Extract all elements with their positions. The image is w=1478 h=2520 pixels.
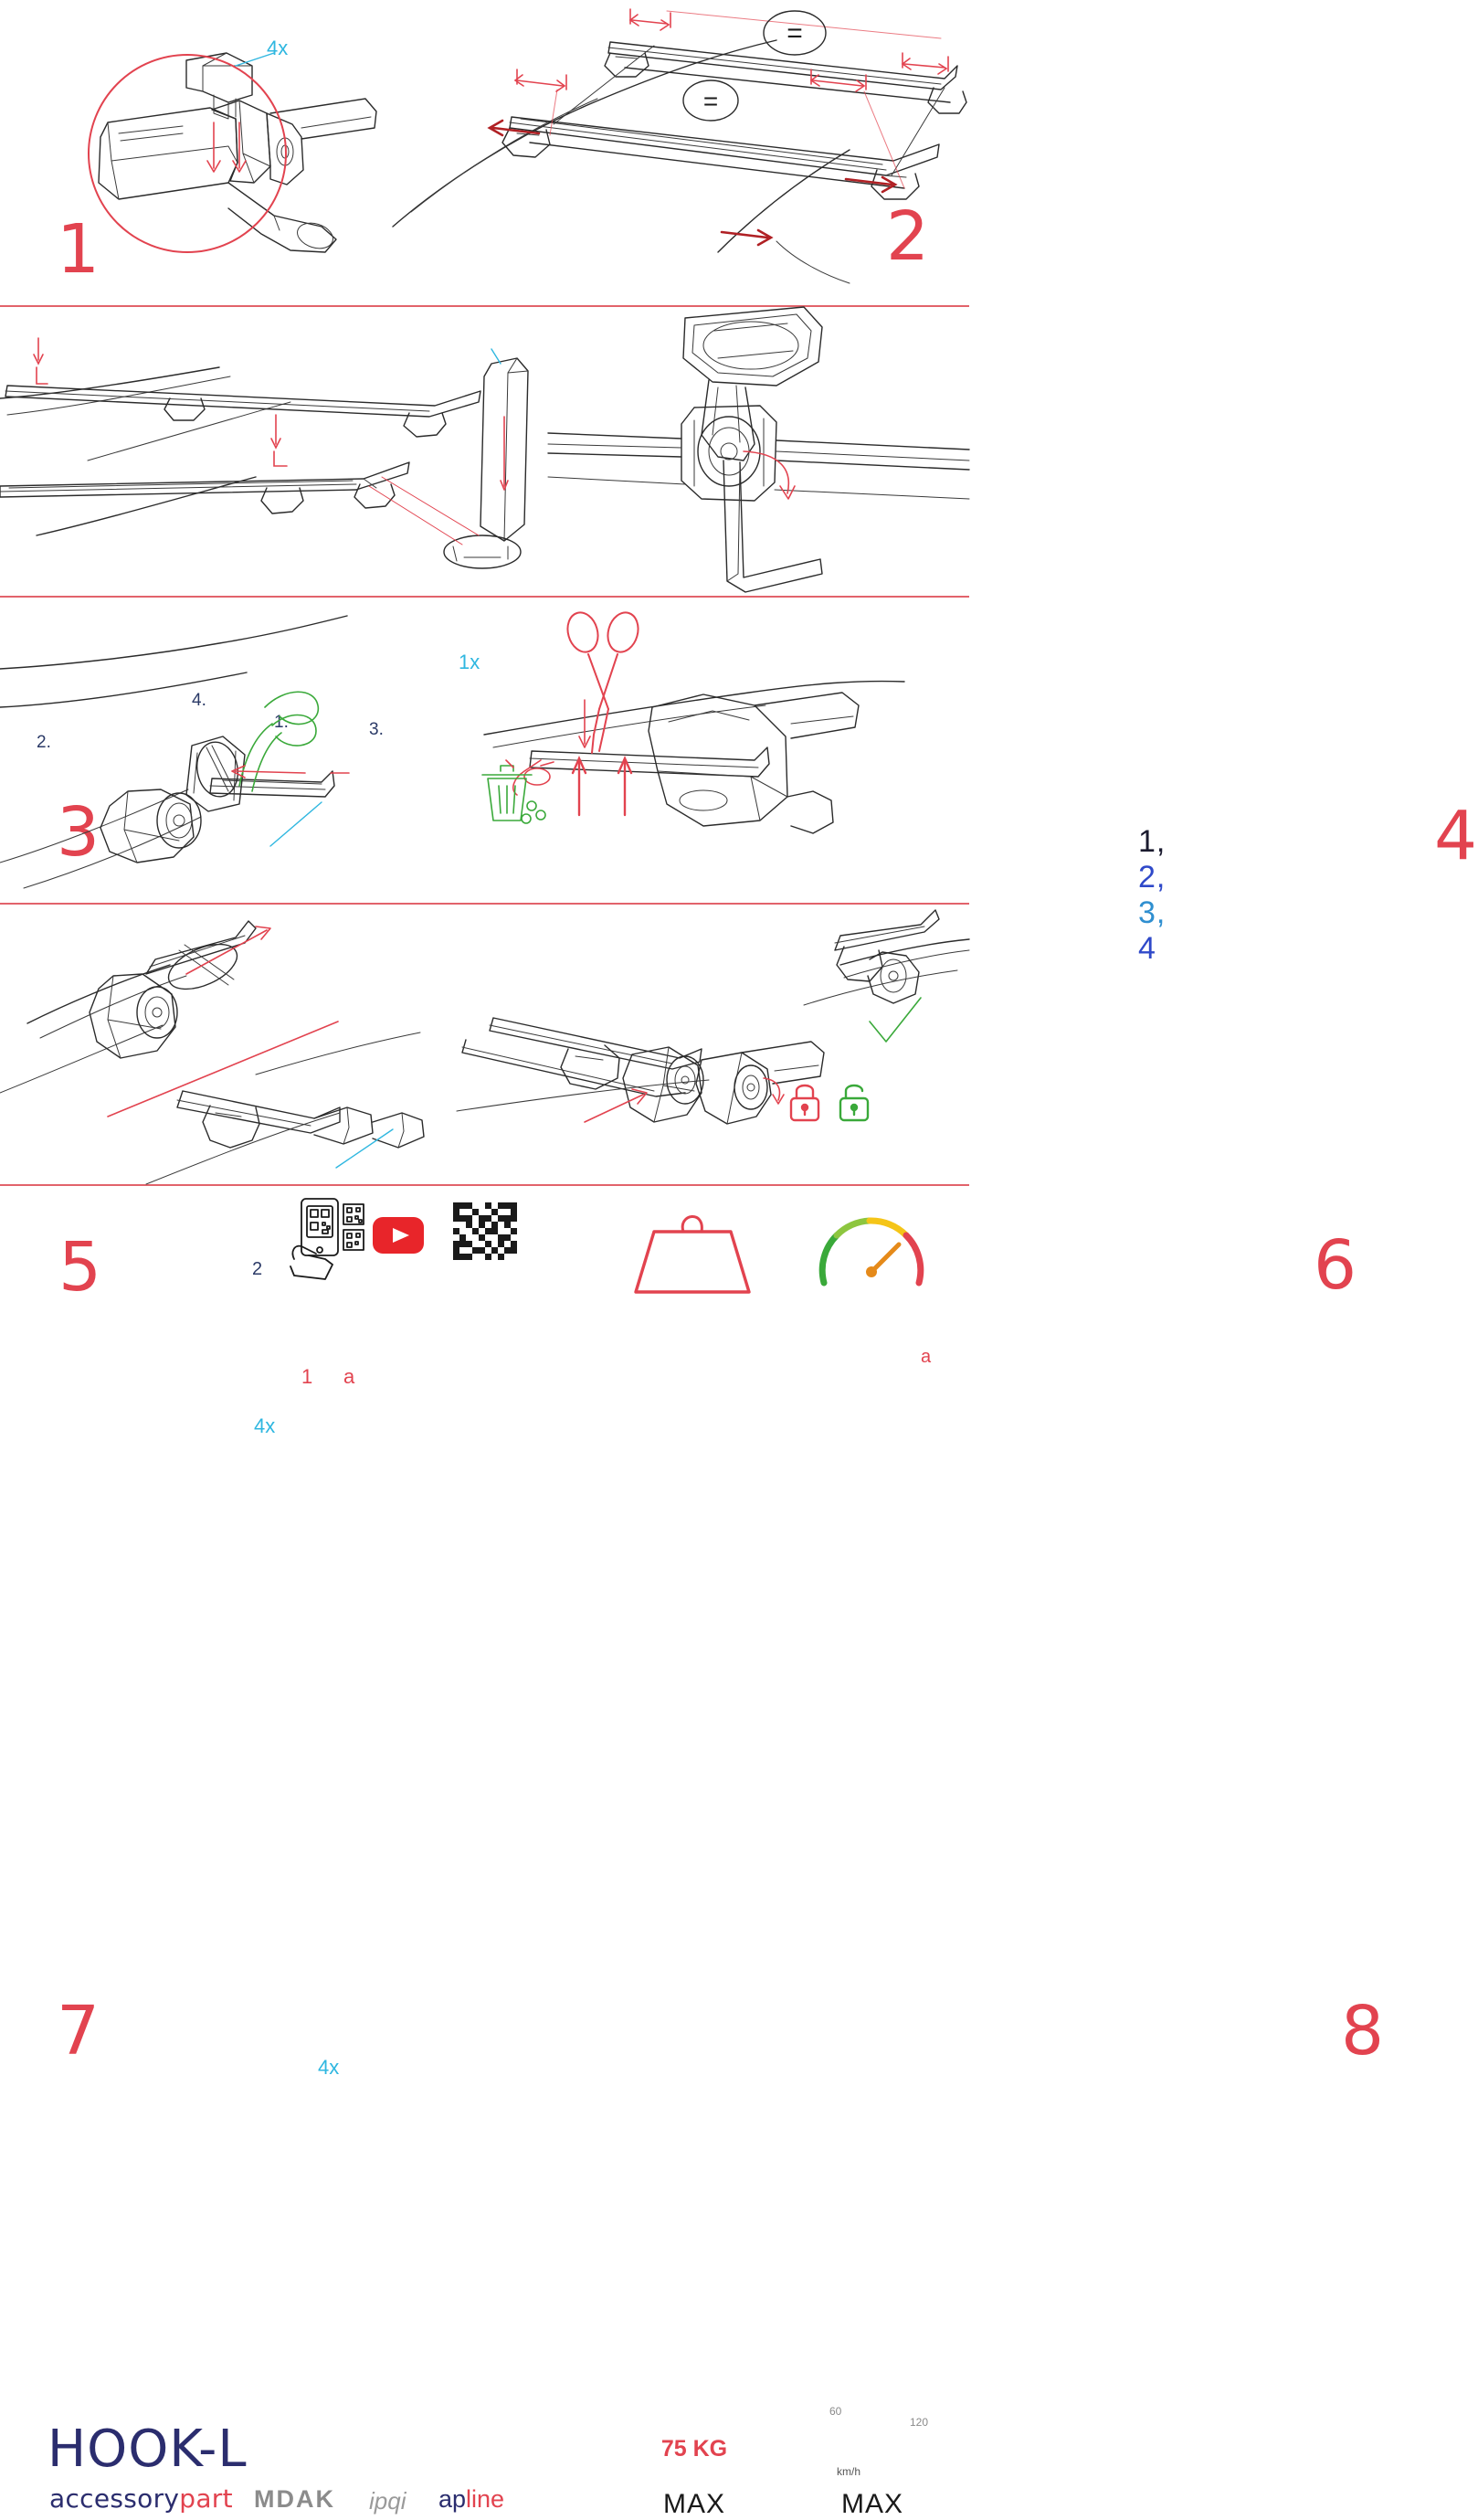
svg-text:=: = bbox=[702, 87, 719, 115]
step-3-quantity-callout: 1x bbox=[459, 651, 480, 673]
step-3-number: 3 bbox=[57, 793, 101, 872]
step-4-sequence bbox=[1138, 824, 1166, 967]
step-8-number: 8 bbox=[1341, 1992, 1386, 2070]
step-4-illustration bbox=[548, 307, 1478, 966]
speed-limit-label: MAX bbox=[840, 2489, 903, 2519]
step-6-marker-a: a bbox=[921, 1347, 932, 1367]
step-3-illustration bbox=[0, 307, 566, 872]
logo-apline-part1: ap bbox=[438, 2485, 467, 2513]
step-5-number: 5 bbox=[58, 1228, 103, 1307]
brand-tagline-part1: accessory bbox=[49, 2483, 180, 2514]
gauge-tick-120: 120 bbox=[910, 2416, 929, 2429]
step-5-quantity-callout: 4x bbox=[254, 1414, 276, 1437]
gauge-tick-60: 60 bbox=[829, 2405, 842, 2418]
step-7-quantity-callout: 4x bbox=[318, 2056, 340, 2079]
step-2-number: 2 bbox=[886, 197, 931, 276]
step-5-marker-a: a bbox=[343, 1365, 355, 1388]
logo-ipqi: ipqi bbox=[369, 2487, 406, 2515]
seq-item-3: 3, bbox=[1138, 895, 1167, 930]
logo-mdak: MDAK bbox=[254, 2485, 335, 2513]
svg-text:=: = bbox=[787, 18, 803, 48]
logo-apline-part2: line bbox=[466, 2485, 505, 2513]
seq-item-1: 1, bbox=[1138, 824, 1167, 859]
speed-unit-label: km/h bbox=[837, 2465, 861, 2478]
brand-tagline bbox=[49, 2483, 233, 2514]
step-6-number: 6 bbox=[1314, 1226, 1358, 1305]
step-6-illustration bbox=[429, 598, 1358, 1367]
step-1-number: 1 bbox=[57, 210, 101, 289]
step-5-order-1: 1 bbox=[301, 1365, 313, 1388]
load-limit-label: MAX bbox=[662, 2489, 725, 2519]
step-2-illustration bbox=[393, 0, 969, 305]
seq-item-2: 2, bbox=[1138, 860, 1167, 895]
step-3-order-4: 4. bbox=[192, 691, 206, 710]
product-name: HOOK-L bbox=[48, 2419, 248, 2479]
step-7-number: 7 bbox=[57, 1992, 101, 2070]
load-limit-value: 75 KG bbox=[660, 2436, 728, 2462]
step-4-number: 4 bbox=[1434, 797, 1478, 875]
brand-tagline-part2: part bbox=[179, 2483, 233, 2514]
step-5-order-2: 2 bbox=[252, 1259, 263, 1279]
step-3-order-2: 2. bbox=[37, 733, 51, 752]
step-8-illustration bbox=[457, 905, 1386, 2070]
step-7-illustration bbox=[0, 905, 457, 2079]
seq-item-4: 4 bbox=[1138, 931, 1156, 966]
step-3-order-1: 1. bbox=[274, 713, 289, 732]
logo-apline bbox=[438, 2485, 504, 2514]
divider-4 bbox=[0, 1184, 969, 1186]
step-1-quantity-callout: 4x bbox=[267, 37, 289, 59]
step-3-order-3: 3. bbox=[369, 720, 384, 739]
step-5-illustration bbox=[0, 598, 429, 1437]
